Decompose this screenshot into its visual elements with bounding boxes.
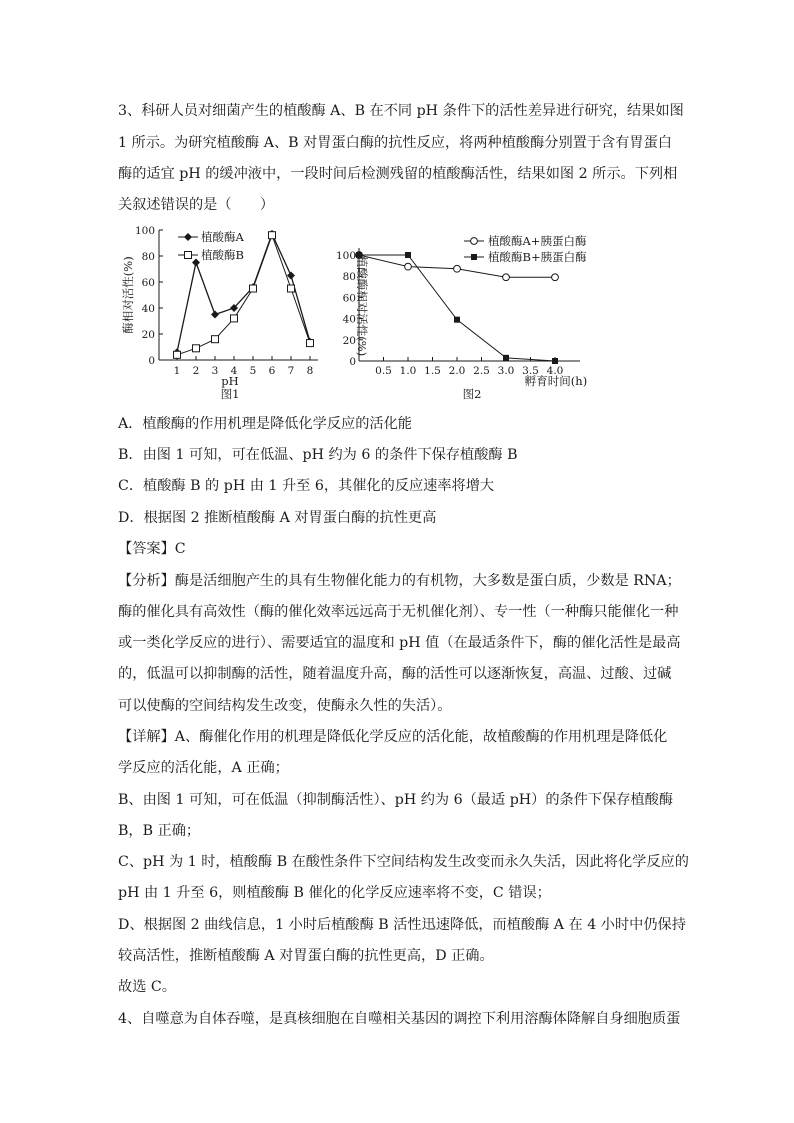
figure-2-chart bbox=[335, 228, 620, 404]
detail-line: 学反应的活化能，A 正确； bbox=[118, 760, 289, 776]
legend-diamond-marker bbox=[184, 233, 192, 241]
fig2-x-axis-label: 孵育时间(h) bbox=[524, 374, 588, 388]
data-point bbox=[174, 351, 181, 358]
question-line: 1 所示。为研究植酸酶 A、B 对胃蛋白酶的抗性反应，将两种植酸酶分别置于含有胃蛋白 bbox=[118, 135, 672, 151]
data-point bbox=[503, 355, 509, 361]
x-tick-label: 1.0 bbox=[399, 365, 417, 377]
data-point bbox=[193, 345, 200, 352]
y-tick-label: 40 bbox=[141, 303, 155, 315]
x-tick-label: 0.5 bbox=[375, 365, 392, 377]
option-c: C．植酸酶 B 的 pH 由 1 升至 6，其催化的反应速率将增大 bbox=[118, 478, 495, 494]
legend-filled-square-marker bbox=[471, 254, 477, 260]
y-tick-label: 0 bbox=[148, 355, 155, 367]
detail-line: B，B 正确； bbox=[118, 823, 201, 839]
fig1-caption: 图1 bbox=[220, 387, 240, 401]
y-tick-label: 80 bbox=[342, 271, 356, 284]
data-point bbox=[288, 285, 295, 292]
data-point bbox=[405, 252, 411, 258]
x-tick-label: 2.0 bbox=[448, 365, 466, 377]
option-b: B．由图 1 可知，可在低温、pH 约为 6 的条件下保存植酸酶 B bbox=[118, 447, 518, 463]
data-point bbox=[454, 317, 460, 323]
detail-line: B、由图 1 可知，可在低温（抑制酶活性）、pH 约为 6（最适 pH）的条件下保存植酸酶 bbox=[118, 792, 674, 808]
y-tick-label: 20 bbox=[342, 334, 356, 347]
answer: 【答案】C bbox=[118, 541, 186, 557]
y-tick-label: 0 bbox=[349, 356, 356, 368]
x-tick-label: 3.0 bbox=[497, 365, 515, 377]
x-tick-label: 4.0 bbox=[546, 365, 564, 377]
data-point bbox=[405, 263, 412, 270]
x-tick-label: 6 bbox=[268, 365, 276, 377]
x-tick-label: 2 bbox=[192, 365, 200, 377]
data-point bbox=[269, 232, 276, 239]
data-point bbox=[552, 274, 559, 281]
data-point bbox=[503, 274, 510, 281]
analysis-line: 或一类化学反应的进行）、需要适宜的温度和 pH 值（在最适条件下，酶的催化活性是最高 bbox=[118, 635, 681, 651]
fig2-axes bbox=[359, 248, 580, 361]
y-tick-label: 60 bbox=[342, 292, 356, 305]
data-point bbox=[307, 340, 314, 347]
fig1-y-axis-label: 酶相对活性(%) bbox=[121, 256, 135, 334]
data-point bbox=[212, 336, 219, 343]
question-line: 酶的适宜 pH 的缓冲液中，一段时间后检测残留的植酸酶活性，结果如图 2 所示。下列相 bbox=[118, 166, 678, 182]
fig2-caption: 图2 bbox=[462, 387, 482, 401]
x-tick-label: 2.5 bbox=[473, 365, 490, 377]
option-d: D．根据图 2 推断植酸酶 A 对胃蛋白酶的抗性更高 bbox=[118, 510, 437, 526]
option-a: A．植酸酶的作用机理是降低化学反应的活化能 bbox=[118, 416, 412, 432]
y-tick-label: 100 bbox=[134, 225, 155, 237]
detail-line: 【详解】A、酶催化作用的机理是降低化学反应的活化能，故植酸酶的作用机理是降低化 bbox=[118, 729, 668, 745]
fig1-legend-a: 植酸酶A bbox=[201, 230, 244, 244]
detail-line: D、根据图 2 曲线信息，1 小时后植酸酶 B 活性迅速降低，而植酸酶 A 在 4 小时中仍保持 bbox=[118, 917, 686, 933]
y-tick-label: 40 bbox=[342, 313, 356, 326]
fig1-legend-b: 植酸酶B bbox=[201, 248, 244, 262]
analysis-line: 可以使酶的空间结构发生改变，使酶永久性的失活）。 bbox=[118, 698, 452, 714]
y-tick-label: 60 bbox=[141, 277, 155, 289]
x-tick-label: 4 bbox=[230, 365, 238, 377]
fig2-y-axis-label: 植酸酶相对活性(%) bbox=[355, 255, 369, 357]
question-line: 关叙述错误的是（ ） bbox=[118, 197, 275, 213]
x-tick-label: 8 bbox=[306, 365, 314, 377]
next-question-stem: 4、自噬意为自体吞噬，是真核细胞在自噬相关基因的调控下利用溶酶体降解自身细胞质蛋 bbox=[118, 1011, 681, 1027]
y-tick-label: 20 bbox=[141, 329, 155, 341]
x-tick-label: 3.5 bbox=[522, 365, 539, 377]
data-point bbox=[454, 265, 461, 272]
legend-circle-marker bbox=[471, 238, 478, 245]
analysis-line: 酶的催化具有高效性（酶的催化效率远远高于无机催化剂）、专一性（一种酶只能催化一种 bbox=[118, 604, 679, 620]
data-point bbox=[552, 358, 558, 364]
data-point bbox=[250, 285, 257, 292]
fig1-x-axis-label: pH bbox=[221, 374, 239, 388]
fig2-legend-b: 植酸酶B+胰蛋白酶 bbox=[488, 250, 587, 264]
data-point bbox=[231, 315, 238, 322]
fig2-legend bbox=[464, 234, 587, 264]
legend-square-marker bbox=[185, 252, 192, 259]
data-point bbox=[192, 259, 200, 267]
x-tick-label: 5 bbox=[249, 365, 257, 377]
y-tick-label: 100 bbox=[335, 250, 356, 262]
x-tick-label: 1.5 bbox=[424, 365, 441, 377]
fig1-legend bbox=[178, 230, 244, 262]
detail-line: C、pH 为 1 时，植酸酶 B 在酸性条件下空间结构发生改变而永久失活，因此将化学反应的 bbox=[118, 854, 689, 870]
question-line: 3、科研人员对细菌产生的植酸酶 A、B 在不同 pH 条件下的活性差异进行研究，结果如图 bbox=[118, 103, 684, 119]
data-point bbox=[211, 311, 219, 319]
x-tick-label: 1 bbox=[173, 365, 181, 377]
data-point bbox=[287, 272, 295, 280]
detail-line: 故选 C。 bbox=[118, 979, 176, 995]
figure-1-chart bbox=[118, 222, 338, 404]
analysis-line: 【分析】酶是活细胞产生的具有生物催化能力的有机物，大多数是蛋白质，少数是 RNA； bbox=[118, 573, 681, 589]
detail-line: 较高活性，推断植酸酶 A 对胃蛋白酶的抗性更高，D 正确。 bbox=[118, 948, 494, 964]
fig2-legend-a: 植酸酶A+胰蛋白酶 bbox=[488, 234, 587, 248]
analysis-line: 的，低温可以抑制酶的活性，随着温度升高，酶的活性可以逐渐恢复，高温、过酸、过碱 bbox=[118, 666, 672, 682]
y-tick-label: 80 bbox=[141, 251, 155, 263]
x-tick-label: 7 bbox=[287, 365, 295, 377]
x-tick-label: 3 bbox=[211, 365, 219, 377]
detail-line: pH 由 1 升至 6，则植酸酶 B 催化的化学反应速率将不变，C 错误； bbox=[118, 885, 551, 901]
